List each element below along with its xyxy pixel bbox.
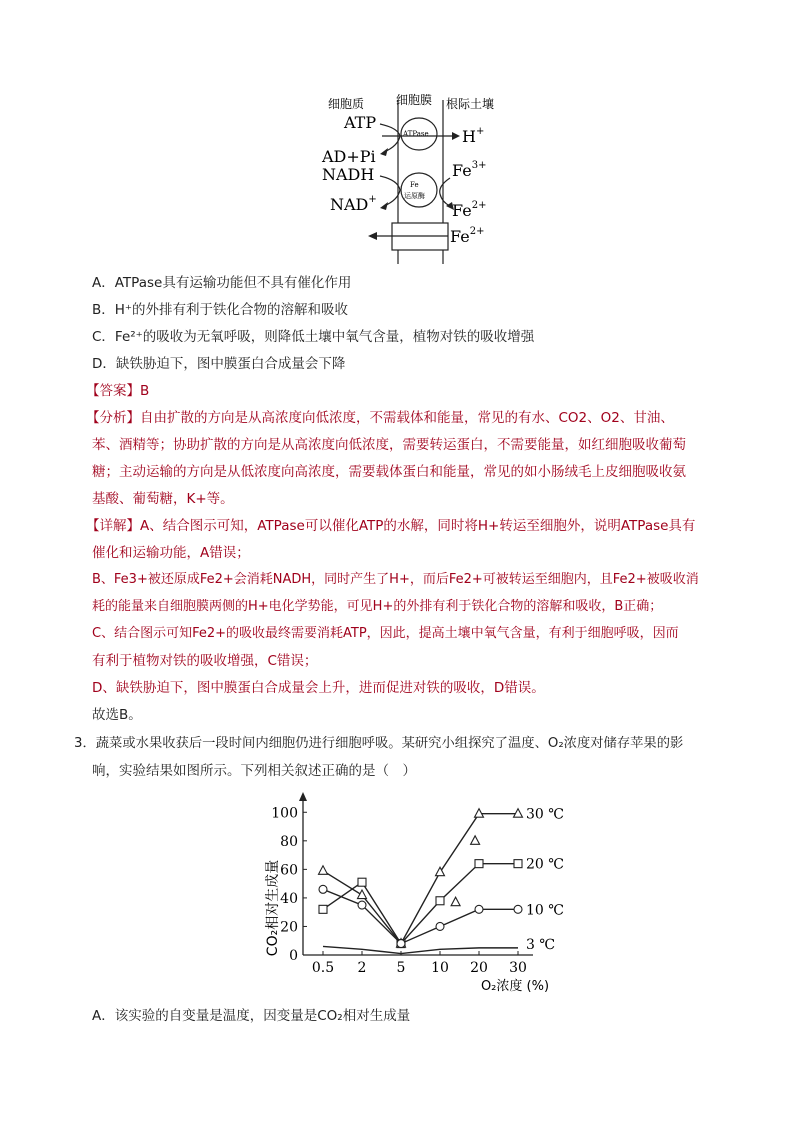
fe-enzyme-label-2: 运原酶 [404, 192, 425, 200]
chart-xlabel: O₂浓度 (%) [480, 979, 550, 994]
label-cytoplasm: 细胞质 [328, 97, 365, 111]
data-point-2 [319, 885, 327, 893]
x-tick-label: 5 [396, 960, 406, 976]
answer-line [86, 381, 149, 401]
analysis-label: 【分析】 [86, 410, 140, 426]
data-point-1 [319, 905, 327, 913]
data-point-2 [397, 940, 405, 948]
answer-value: B [140, 383, 150, 399]
question3-line-1: 3．蔬菜或水果收获后一段时间内细胞仍进行细胞呼吸。某研究小组探究了温度、O₂浓度对储存苹果的影 [74, 736, 684, 751]
data-point-0 [471, 836, 480, 845]
y-tick-label: 60 [280, 862, 298, 879]
detail-line-4: 耗的能量来自细胞膜两侧的H+电化学势能，可见H+的外排有利于铁化合物的溶解和吸收，B正确； [92, 599, 663, 614]
data-point-0 [475, 809, 484, 818]
nad-plus-label: NAD+ [330, 194, 377, 214]
atpase-label: ATPase [403, 130, 429, 138]
y-tick-label: 80 [280, 833, 298, 850]
detail-label: 【详解】 [86, 518, 140, 534]
x-tick-label: 2 [357, 960, 367, 976]
data-point-0 [319, 866, 328, 875]
detail-line-5: C、结合图示可知Fe2+的吸收最终需要消耗ATP，因此，提高土壤中氧气含量，有利于细胞呼吸，因而 [92, 626, 679, 641]
y-tick-label: 0 [289, 948, 298, 964]
x-tick-label: 0.5 [311, 960, 335, 976]
data-point-1 [475, 860, 483, 868]
label-membrane: 细胞膜 [396, 93, 433, 107]
detail-line-2: 催化和运输功能，A错误； [92, 545, 250, 561]
question3-option-a: A．该实验的自变量是温度，因变量是CO₂相对生成量 [92, 1008, 411, 1024]
series-label-3: 3 ℃ [526, 936, 556, 953]
y-tick-label: 40 [280, 890, 298, 907]
y-axis-arrow [299, 792, 307, 801]
data-point-1 [514, 860, 522, 868]
membrane-transport-diagram [300, 88, 540, 268]
chart-ticks [271, 805, 527, 976]
fe-reductase-protein [401, 173, 437, 207]
x-tick-label: 20 [470, 960, 488, 976]
detail-line-6: 有利于植物对铁的吸收增强，C错误； [92, 653, 318, 669]
detail-conclusion: 故选B。 [92, 707, 142, 723]
fe3-label: $Fe^{3+}$ [452, 160, 487, 180]
x-tick-label: 10 [431, 960, 449, 976]
data-point-0 [514, 809, 523, 818]
x-tick-label: 30 [509, 960, 527, 976]
h-plus-label: H+ [462, 126, 485, 146]
chart-series [319, 807, 564, 954]
data-point-1 [436, 897, 444, 905]
detail-line-1: 【详解】A、结合图示可知，ATPase可以催化ATP的水解，同时将H+转运至细胞外，说明ATPase具有 [86, 518, 696, 534]
chart-ylabel: CO₂相对生成量 [265, 859, 281, 957]
data-point-2 [436, 922, 444, 930]
analysis-line-4: 基酸、葡萄糖，K+等。 [92, 491, 234, 507]
series-line-1 [323, 864, 518, 944]
analysis-line-2: 苯、酒精等；协助扩散的方向是从高浓度向低浓度，需要转运蛋白，不需要能量，如红细胞吸收葡萄 [92, 437, 686, 453]
analysis-line-3: 糖；主动运输的方向是从低浓度向高浓度，需要载体蛋白和能量，常见的如小肠绒毛上皮细胞吸收氨 [92, 464, 686, 480]
label-soil: 根际土壤 [446, 97, 495, 111]
series-label-2: 10 ℃ [526, 902, 564, 919]
data-point-1 [358, 878, 366, 886]
option-c: C．Fe²⁺的吸收为无氧呼吸，则降低土壤中氧气含量，植物对铁的吸收增强 [92, 329, 535, 345]
detail-line-3: B、Fe3+被还原成Fe2+会消耗NADH，同时产生了H+，而后Fe2+可被转运至细胞内，且Fe2+被吸收消 [92, 572, 699, 587]
option-b: B．H⁺的外排有利于铁化合物的溶解和吸收 [92, 302, 349, 318]
analysis-line-1: 【分析】自由扩散的方向是从高浓度向低浓度，不需载体和能量，常见的有水、CO2、O2、甘油、 [86, 410, 674, 426]
data-point-0 [358, 890, 367, 899]
data-point-2 [358, 901, 366, 909]
data-point-2 [475, 905, 483, 913]
chart-axes [299, 792, 533, 955]
adp-pi-label: AD+Pi [322, 147, 376, 166]
fe2-label-b: $Fe^{2+}$ [450, 226, 485, 246]
series-line-3 [323, 946, 518, 953]
co2-chart [255, 790, 575, 1000]
series-label-0: 30 ℃ [526, 806, 564, 823]
y-tick-label: 20 [280, 919, 298, 936]
y-tick-label: 100 [271, 805, 298, 822]
detail-line-7: D、缺铁胁迫下，图中膜蛋白合成量会上升，进而促进对铁的吸收，D错误。 [92, 680, 545, 696]
option-a: A．ATPase具有运输功能但不具有催化作用 [92, 275, 352, 291]
data-point-0 [451, 897, 460, 906]
nadh-label: NADH [322, 165, 375, 184]
series-line-2 [323, 889, 518, 943]
series-label-1: 20 ℃ [526, 856, 564, 873]
atp-label: ATP [344, 113, 377, 132]
fe-enzyme-label-1: Fe [410, 181, 419, 189]
fe2-label-a: $Fe^{2+}$ [452, 200, 487, 220]
series-line-0 [323, 814, 518, 944]
data-point-2 [514, 905, 522, 913]
answer-label: 【答案】 [86, 383, 140, 399]
option-d: D．缺铁胁迫下，图中膜蛋白合成量会下降 [92, 356, 346, 372]
question3-line-2: 响，实验结果如图所示。下列相关叙述正确的是（ ） [92, 763, 416, 779]
